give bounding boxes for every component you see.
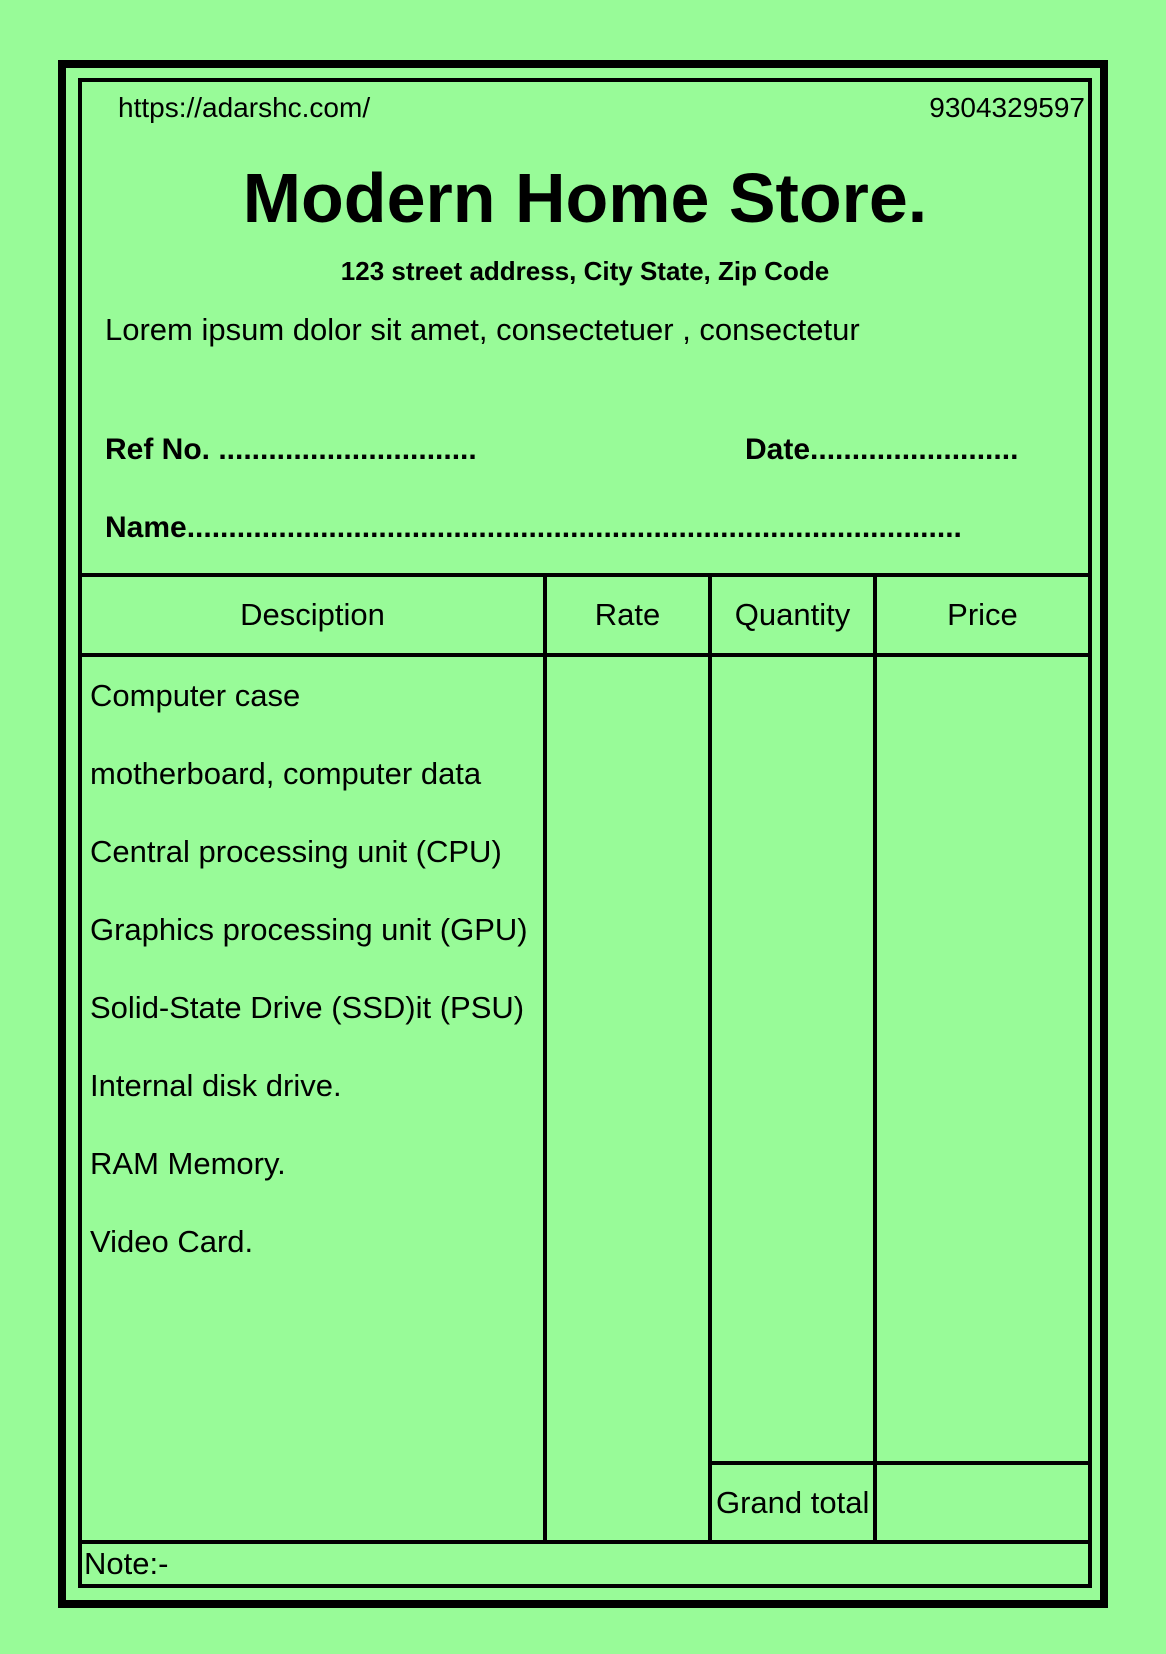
phone-number: 9304329597: [929, 92, 1085, 123]
column-header-rate: Rate: [543, 577, 708, 657]
grand-total-label: Grand total: [708, 1461, 873, 1540]
website-url: https://adarshc.com/: [118, 92, 371, 123]
column-header-description: Desciption: [82, 577, 543, 657]
item-description: Solid-State Drive (SSD)it (PSU): [90, 990, 525, 1025]
quantity-column-cell: [708, 657, 873, 1461]
store-name-title: Modern Home Store.: [242, 159, 928, 237]
rate-column-cell: [543, 657, 708, 1540]
store-tagline: Lorem ipsum dolor sit amet, consectetuer , consectetur: [105, 312, 860, 347]
items-table: [82, 573, 1088, 1544]
price-column-cell: [873, 657, 1088, 1461]
item-description: Internal disk drive.: [90, 1068, 342, 1103]
store-address: 123 street address, City State, Zip Code: [340, 256, 830, 286]
date-field: Date.........................: [745, 433, 1019, 466]
item-description: motherboard, computer data: [90, 756, 482, 791]
item-description: Graphics processing unit (GPU): [90, 912, 528, 947]
item-description: RAM Memory.: [90, 1146, 286, 1181]
ref-no-field: Ref No. ...............................: [105, 433, 477, 466]
column-header-quantity: Quantity: [708, 577, 873, 657]
item-description: Video Card.: [90, 1224, 254, 1259]
grand-total-value-cell: [873, 1461, 1088, 1540]
column-header-price: Price: [873, 577, 1088, 657]
note-field: Note:-: [84, 1546, 169, 1581]
item-description: Computer case: [90, 678, 301, 713]
item-description: Central processing unit (CPU): [90, 834, 502, 869]
name-field: Name.............................................................................................: [105, 511, 962, 544]
description-column-cell: [82, 657, 543, 1540]
